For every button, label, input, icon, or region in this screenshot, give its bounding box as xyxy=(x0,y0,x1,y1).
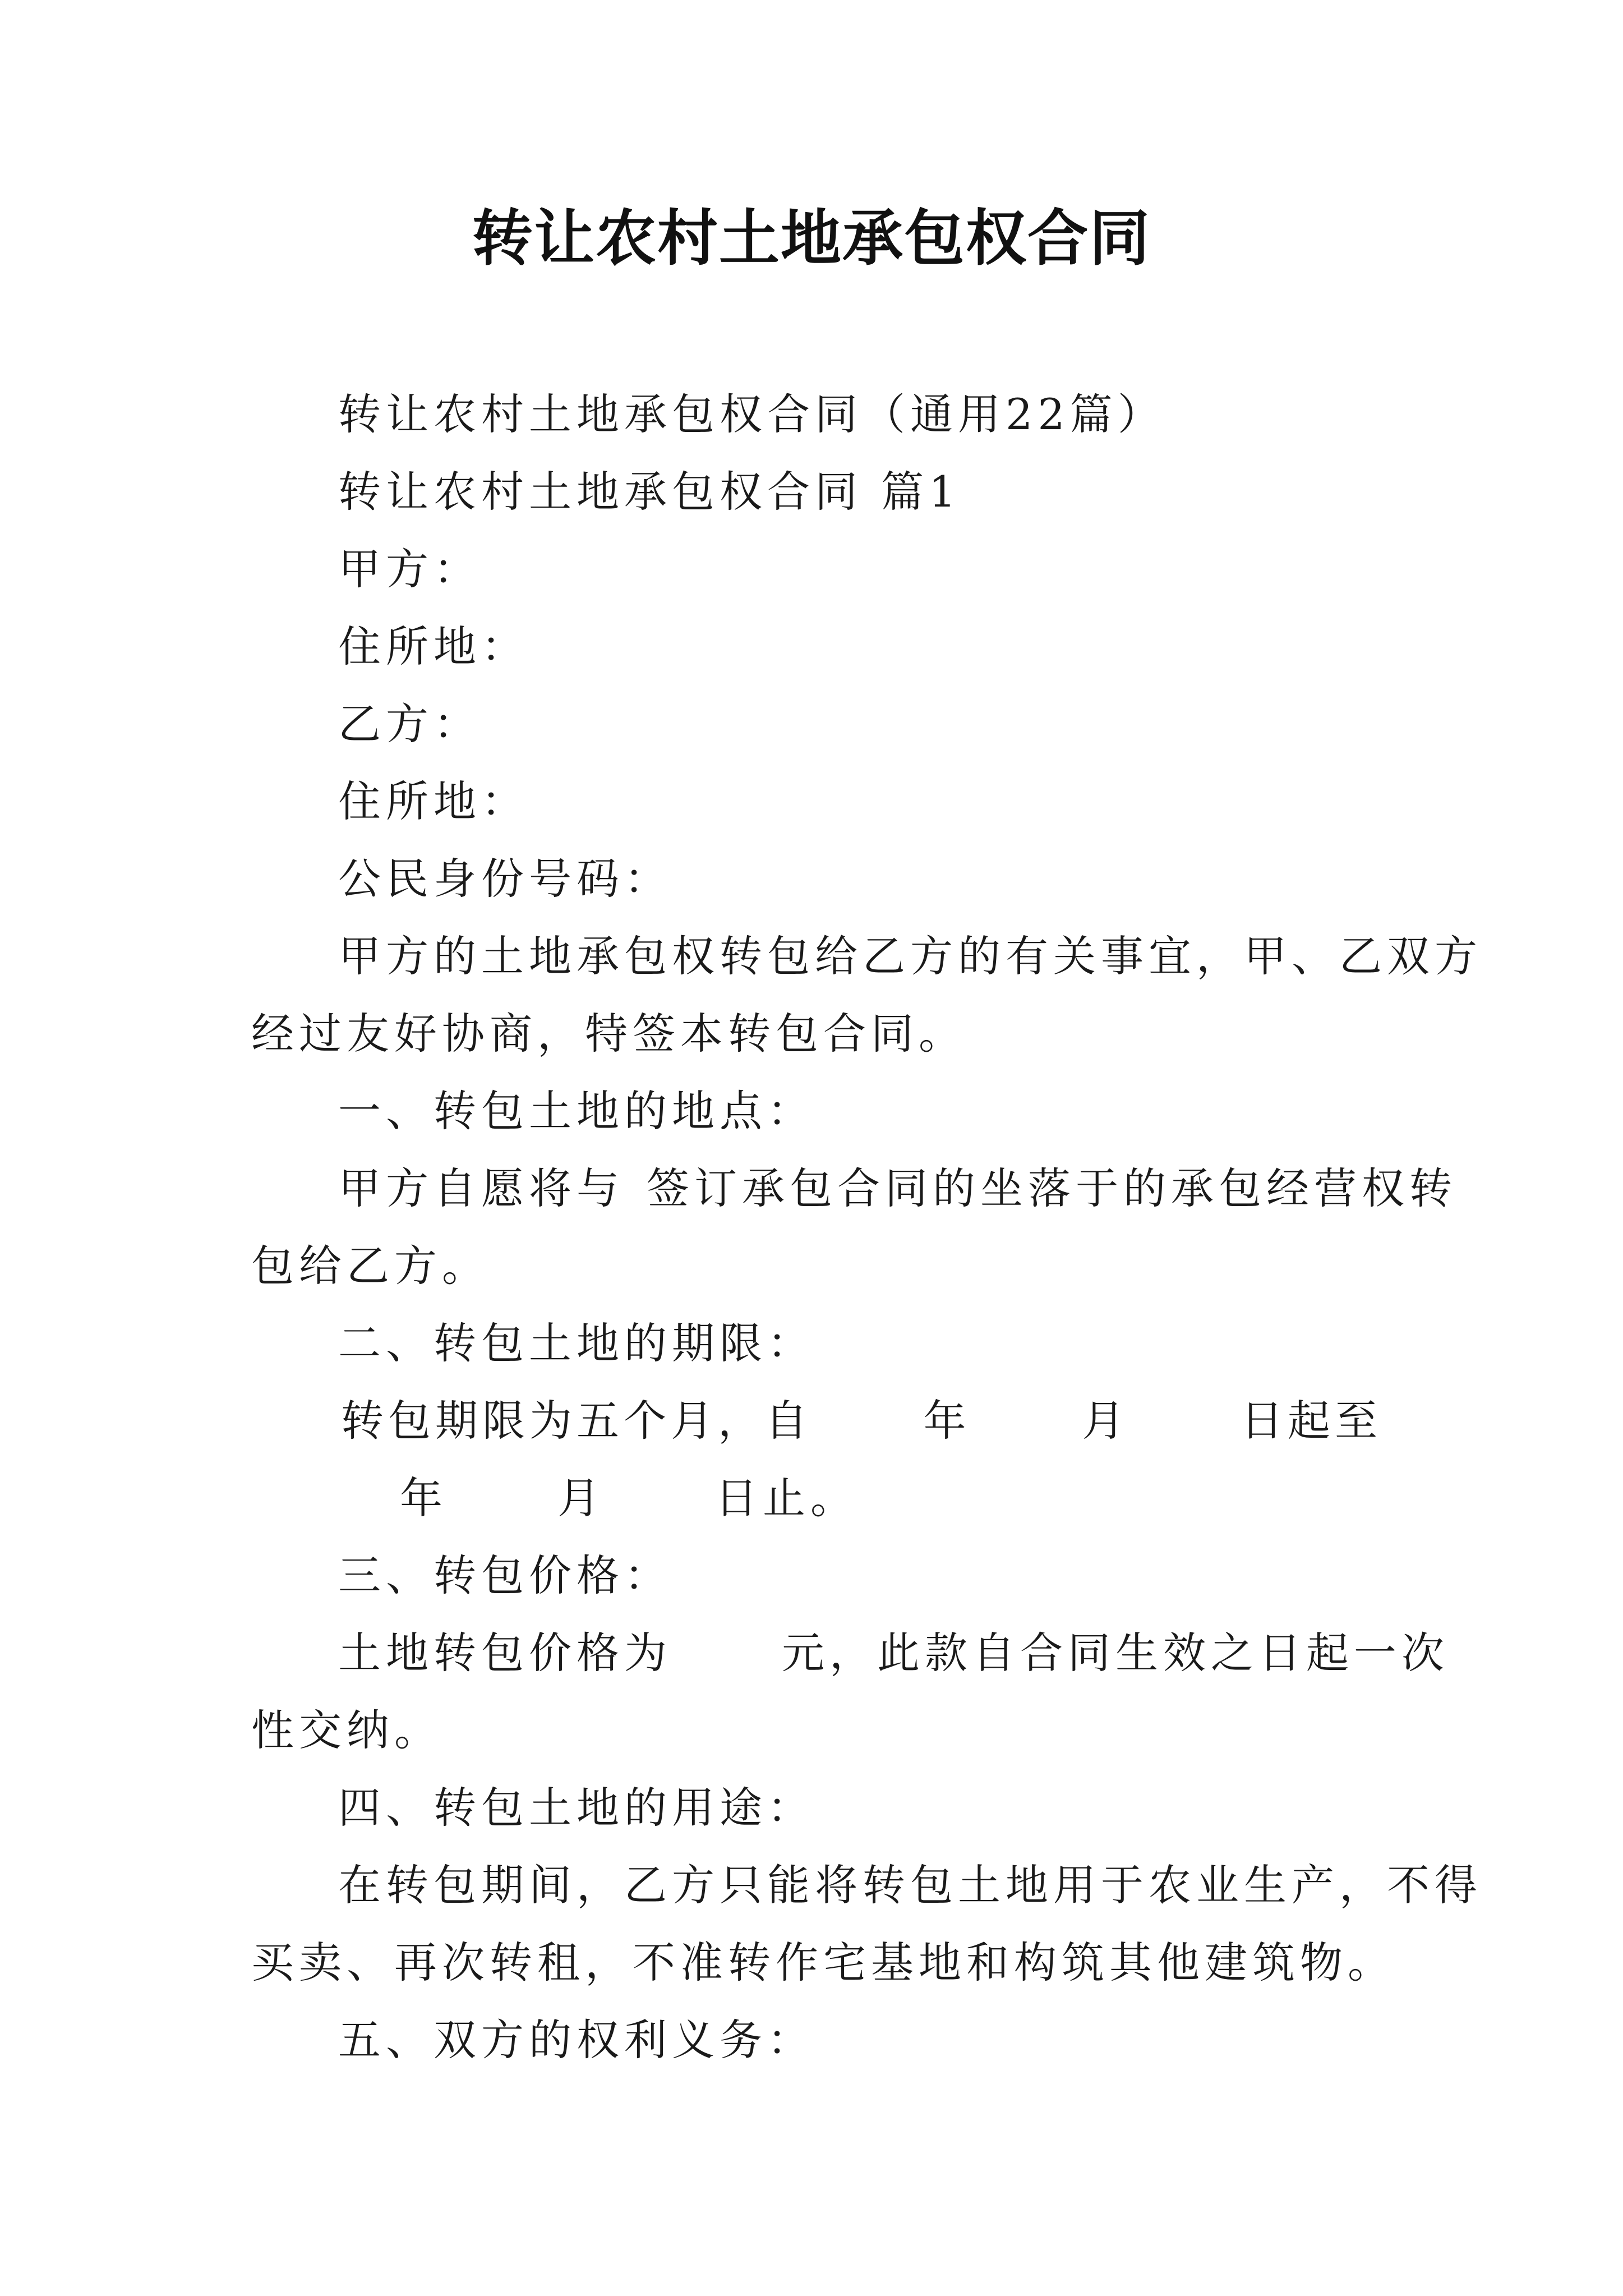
clause-2-month-to: 月 xyxy=(557,1473,605,1523)
party-a-field: 甲方： xyxy=(338,544,481,594)
party-b-address-field: 住所地： xyxy=(338,776,529,826)
clause-2-day-to: 日止。 xyxy=(715,1473,858,1523)
clause-2-year-to: 年 xyxy=(400,1473,448,1523)
clause-1-heading: 一、转包土地的地点： xyxy=(338,1086,815,1136)
document-subtitle: 转让农村土地承包权合同（通用22篇） xyxy=(338,389,1165,439)
clause-3-text-a: 土地转包价格为 xyxy=(338,1628,672,1678)
clause-5-heading: 五、双方的权利义务： xyxy=(338,2015,815,2065)
clause-4-line-1: 在转包期间，乙方只能将转包土地用于农业生产，不得 xyxy=(338,1860,1482,1910)
clause-1-text-a: 甲方自愿将与 xyxy=(338,1163,624,1213)
document-title: 转让农村土地承包权合同 xyxy=(472,203,1151,274)
clause-2-line-2 xyxy=(251,1460,1382,1537)
clause-3-text-b: 元，此款自合同生效之日起一次 xyxy=(782,1628,1449,1678)
party-b-field: 乙方： xyxy=(338,699,481,749)
clause-2-year-from: 年 xyxy=(923,1396,971,1446)
clause-3-line-2: 性交纳。 xyxy=(251,1705,442,1755)
clause-2-line-1 xyxy=(251,1382,1382,1460)
intro-line-1: 甲方的土地承包权转包给乙方的有关事宜，甲、乙双方 xyxy=(338,931,1482,981)
clause-2-day-from: 日起至 xyxy=(1240,1396,1382,1446)
citizen-id-field: 公民身份号码： xyxy=(338,854,672,904)
document-body xyxy=(251,376,1482,2079)
section-heading: 转让农村土地承包权合同 篇1 xyxy=(338,467,961,517)
clause-2-month-from: 月 xyxy=(1082,1396,1129,1446)
clause-4-line-2: 买卖、再次转租，不准转作宅基地和构筑其他建筑物。 xyxy=(251,1938,1395,1987)
clause-1-text-b: 签订承包合同的坐落于的承包经营权转 xyxy=(647,1163,1457,1213)
clause-4-heading: 四、转包土地的用途： xyxy=(338,1783,815,1833)
clause-2-text-a: 转包期限为五个月，自 xyxy=(341,1396,812,1446)
party-a-address-field: 住所地： xyxy=(338,622,529,671)
clause-2-heading: 二、转包土地的期限： xyxy=(338,1318,815,1368)
intro-line-2: 经过友好协商，特签本转包合同。 xyxy=(251,1009,966,1059)
clause-3-heading: 三、转包价格： xyxy=(338,1550,672,1600)
clause-1-line-2: 包给乙方。 xyxy=(251,1241,490,1291)
clause-3-line-1 xyxy=(251,1614,1449,1692)
clause-1-line-1 xyxy=(251,1150,1457,1227)
